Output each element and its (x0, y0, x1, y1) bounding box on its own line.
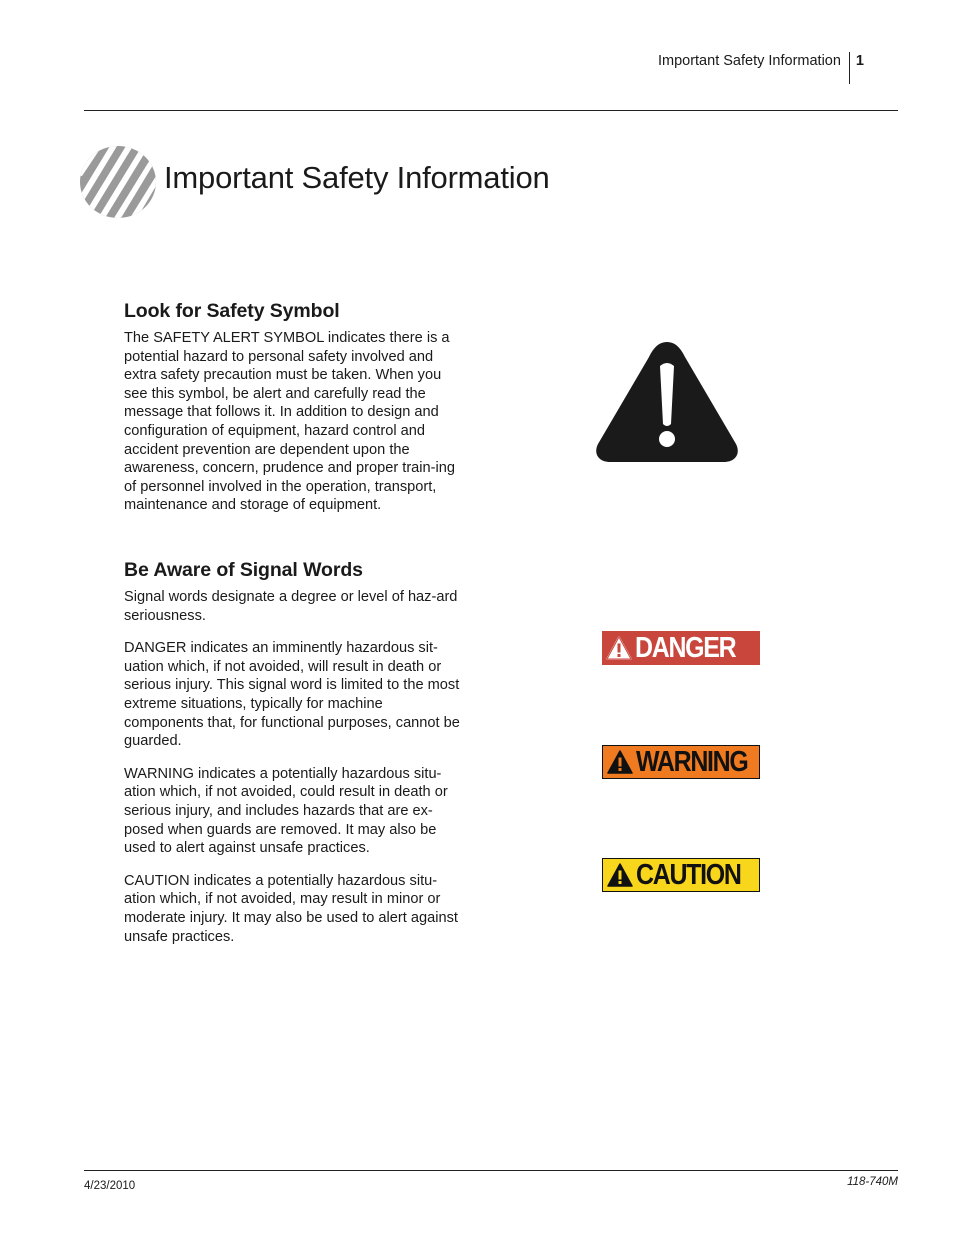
danger-signal-word (602, 631, 760, 665)
section-paragraph: WARNING indicates a potentially hazardous situ-ation which, if not avoided, could result in death or serious injury, and includes hazards that are ex-posed when guards are removed. It may also be used to alert against unsafe practices. (124, 765, 448, 857)
header-divider (849, 52, 850, 84)
signal-word-label: DANGER (635, 631, 736, 664)
brand-stripes-logo-icon (80, 146, 156, 218)
warning-signal-word (602, 745, 760, 779)
section-safety-symbol (124, 300, 464, 515)
section-paragraph: Signal words designate a degree or level of haz-ard seriousness. (124, 589, 458, 624)
footer-date: 4/23/2010 (84, 1180, 136, 1192)
page-number: 1 (855, 53, 864, 69)
warning-triangle-icon (606, 635, 632, 661)
warning-triangle-icon (607, 749, 633, 775)
running-title: Important Safety Information (657, 53, 841, 69)
footer-doc-number: 118-740M (847, 1176, 898, 1188)
section-heading: Be Aware of Signal Words (124, 559, 363, 581)
safety-alert-triangle-icon (592, 336, 742, 466)
caution-signal-word (602, 858, 760, 892)
section-paragraph: The SAFETY ALERT SYMBOL indicates there is a potential hazard to personal safety involved and extra safety precaution must be taken. When you see this symbol, be alert and carefully read the message that follows it. In addition to design and configuration of equipment, hazard control and accident prevention are dependent upon the awareness, concern, prudence and proper train-ing of personnel involved in the operation, transport, maintenance and storage of equipment. (124, 330, 455, 514)
section-heading: Look for Safety Symbol (124, 300, 340, 322)
signal-word-label: CAUTION (636, 858, 741, 891)
section-paragraph: CAUTION indicates a potentially hazardous situ-ation which, if not avoided, may result in minor or moderate injury. It may also be used to alert against unsafe practices. (124, 872, 458, 945)
bottom-rule (84, 1170, 898, 1171)
signal-word-label: WARNING (636, 745, 748, 778)
section-paragraph: DANGER indicates an imminently hazardous sit-uation which, if not avoided, will result in death or serious injury. This signal word is limited to the most extreme situations, typically for machine components that, for functional purposes, cannot be guarded. (124, 640, 460, 750)
chapter-title: Important Safety Information (164, 160, 550, 195)
running-header (658, 52, 864, 84)
warning-triangle-icon (607, 862, 633, 888)
top-rule (84, 110, 898, 111)
section-signal-words (124, 559, 464, 946)
